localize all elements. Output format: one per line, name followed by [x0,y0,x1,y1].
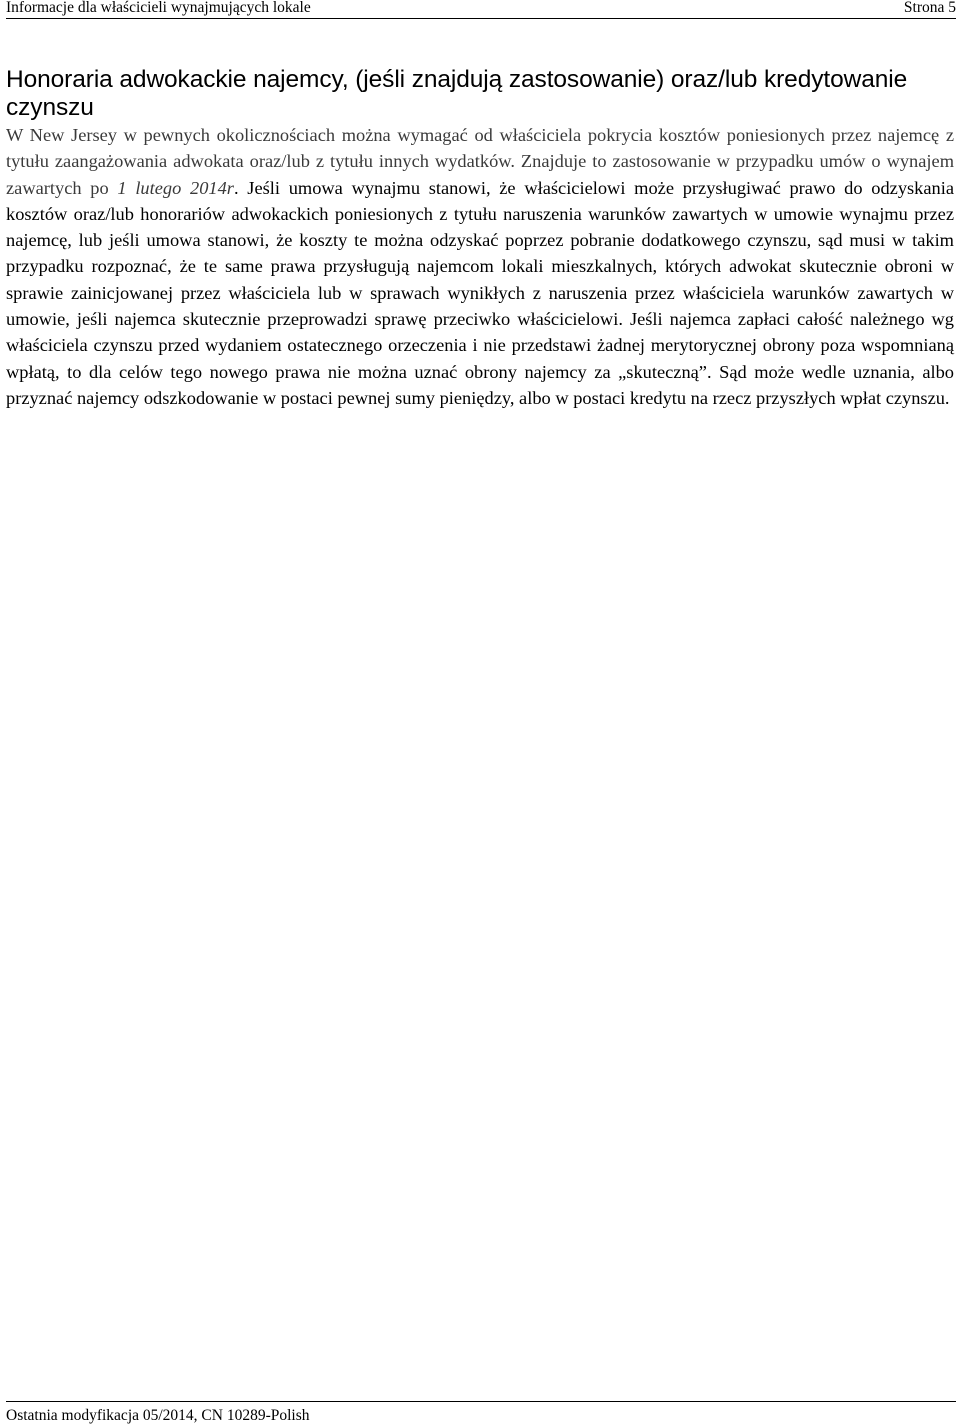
header-document-title: Informacje dla właścicieli wynajmujących lokale [6,0,311,16]
header-page-number: Strona 5 [903,0,956,16]
footer-modification-note: Ostatnia modyfikacja 05/2014, CN 10289-Polish [6,1407,310,1424]
section-paragraph [6,122,954,411]
section-heading: Honoraria adwokackie najemcy, (jeśli znajdują zastosowanie) oraz/lub kredytowanie czynszu [6,66,908,121]
paragraph-date: 1 lutego 2014r [117,177,234,198]
paragraph-part-1: W New Jersey w pewnych okolicznościach można wymagać od właściciela pokrycia kosztów poniesionych przez najemcę z tytułu zaangażowania adwokata oraz/lub z tytułu innych wydatków. Znajduje to zastosowanie w przypadku umów o wynajem zawartych po [6,125,954,198]
paragraph-part-2: . Jeśli umowa wynajmu stanowi, że właścicielowi może przysługiwać prawo do odzyskania kosztów oraz/lub honorariów adwokackich poniesionych z tytułu naruszenia warunków zawartych w umowie wynajmu przez najemcę, lub jeśli umowa stanowi, że koszty te można odzyskać poprzez pobranie dodatkowego czynszu, sąd musi w takim przypadku rozpoznać, że te same prawa przysługują najemcom lokali mieszkalnych, których adwokat skutecznie obroni w sprawie zainicjowanej przez właściciela lub w sprawach wynikłych z naruszenia przez właściciela warunków zawartych w umowie, jeśli najemca skutecznie przeprowadzi sprawę przeciwko właścicielowi. Jeśli najemca zapłaci całość należnego wg właściciela czynszu przed wydaniem ostatecznego orzeczenia i nie przedstawi żadnej merytorycznej obrony poza wspomnianą wpłatą, to dla celów tego nowego prawa nie można uznać obrony najemcy za „skuteczną”. Sąd może wedle uznania, albo przyznać najemcy odszkodowanie w postaci pewnej sumy pieniędzy, albo w postaci kredytu na rzecz przyszłych wpłat czynszu. [6,177,955,408]
page-header [6,0,956,19]
section [6,66,954,411]
page-footer [6,1401,956,1424]
